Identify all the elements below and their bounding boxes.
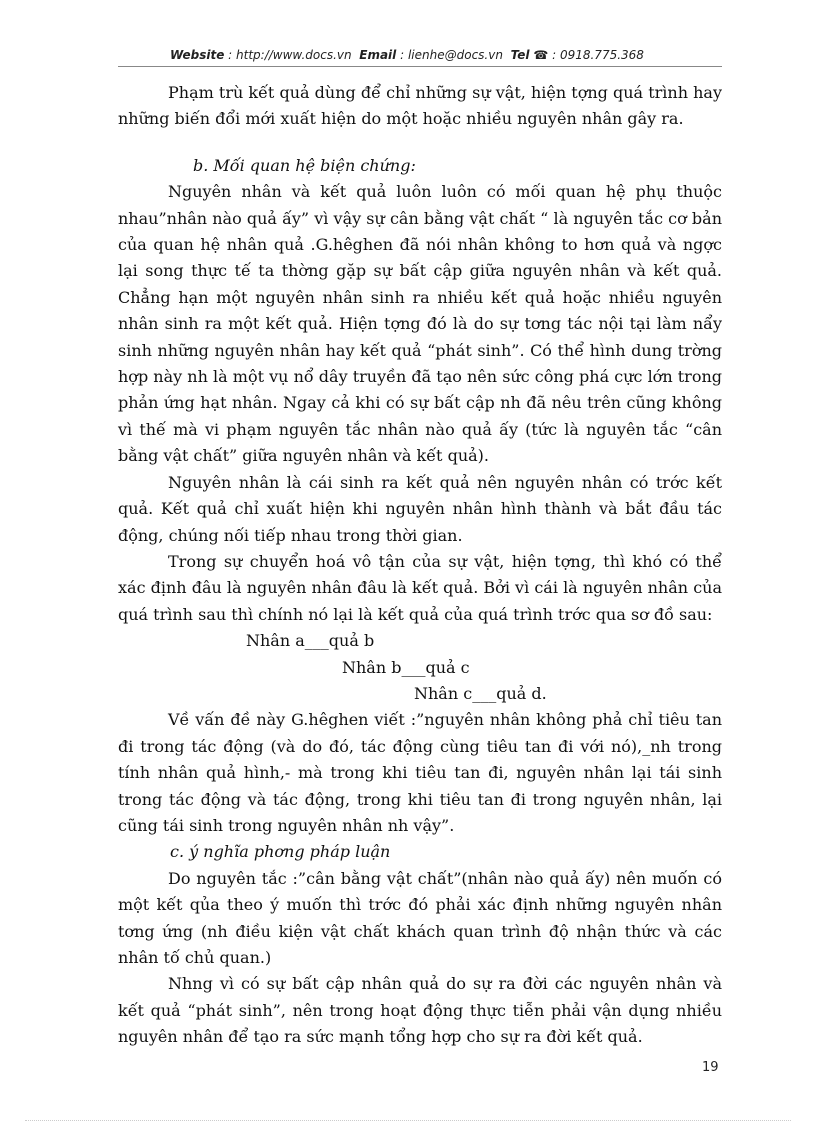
phone-icon: ☎ xyxy=(533,48,549,62)
paragraph-5: Về vấn đề này G.hêghen viết :”nguyên nhân không phả chỉ tiêu tan đi trong tác động (và do đó, tác động cùng tiêu tan đi với nó),_nh trong tính nhân quả hình,- mà trong khi tiêu tan đi, nguyên nhân lại tái sinh trong tác động và tác động, trong khi tiêu tan đi trong nguyên nhân, lại cũng tái sinh trong nguyên nhân nh vậy”. xyxy=(118,710,722,835)
section-heading-b: b. Mối quan hệ biện chứng: xyxy=(193,155,416,175)
paragraph-4: Trong sự chuyển hoá vô tận của sự vật, hiện tợng, thì khó có thể xác định đâu là nguyên nhân đâu là kết quả. Bởi vì cái là nguyên nhân của quá trình sau thì chính nó lại là kết quả của quá trình trớc qua sơ đồ sau: xyxy=(118,551,722,624)
paragraph-3: Nguyên nhân là cái sinh ra kết quả nên nguyên nhân có trớc kết quả. Kết quả chỉ xuất hiện khi nguyên nhân hình thành và bắt đầu tác động, chúng nối tiếp nhau trong thời gian. xyxy=(118,472,722,545)
tel-value: : 0918.775.368 xyxy=(552,48,644,62)
email-value: : lienhe@docs.vn xyxy=(400,48,503,62)
page-bottom-border xyxy=(25,1120,791,1121)
page-header xyxy=(170,48,730,62)
cause-effect-scheme xyxy=(118,628,722,707)
scheme-line-3: Nhân c___quả d. xyxy=(414,683,547,703)
website-label: Website xyxy=(170,48,225,62)
paragraph-6: Do nguyên tắc :”cân bằng vật chất”(nhân nào quả ấy) nên muốn có một kết qủa theo ý muốn thì trớc đó phải xác định những nguyên nhân tơng ứng (nh điều kiện vật chất khách quan trình độ nhận thức và các nhân tố chủ quan.) xyxy=(118,868,722,967)
email-label: Email xyxy=(359,48,397,62)
paragraph-1: Phạm trù kết quả dùng để chỉ những sự vật, hiện tợng quá trình hay những biến đổi mới xuất hiện do một hoặc nhiều nguyên nhân gây ra. xyxy=(118,83,722,129)
paragraph-2: Nguyên nhân và kết quả luôn luôn có mối quan hệ phụ thuộc nhau”nhân nào quả ấy” vì vậy sự cân bằng vật chất “ là nguyên tắc cơ bản của quan hệ nhân quả .G.hêghen đã nói nhân không to hơn quả và ngợc lại song thực tế ta thờng gặp sự bất cập giữa nguyên nhân và kết quả. Chẳng hạn một nguyên nhân sinh ra nhiều kết quả hoặc nhiều nguyên nhân sinh ra một kết quả. Hiện tợng đó là do sự tơng tác nội tại làm nẩy sinh những nguyên nhân hay kết quả “phát sinh”. Có thể hình dung trờng hợp này nh là một vụ nổ dây truyền đã tạo nên sức công phá cực lớn trong phản ứng hạt nhân. Ngay cả khi có sự bất cập nh đã nêu trên cũng không vì thế mà vi phạm nguyên tắc nhân nào quả ấy (tức là nguyên tắc “cân bằng vật chất” giữa nguyên nhân và kết quả). xyxy=(118,182,722,466)
scheme-line-1: Nhân a___quả b xyxy=(246,631,375,651)
tel-label: Tel xyxy=(510,48,530,62)
section-heading-c: c. ý nghĩa phơng pháp luận xyxy=(170,842,391,862)
paragraph-7: Nhng vì có sự bất cập nhân quả do sự ra đời các nguyên nhân và kết quả “phát sinh”, nên trong hoạt động thực tiễn phải vận dụng nhiều nguyên nhân để tạo ra sức mạnh tổng hợp cho sự ra đời kết quả. xyxy=(118,974,722,1047)
document-body xyxy=(118,80,722,1051)
header-divider xyxy=(118,66,722,67)
website-value: : http://www.docs.vn xyxy=(228,48,352,62)
scheme-line-2: Nhân b___quả c xyxy=(342,657,470,677)
page-number: 19 xyxy=(702,1060,719,1075)
